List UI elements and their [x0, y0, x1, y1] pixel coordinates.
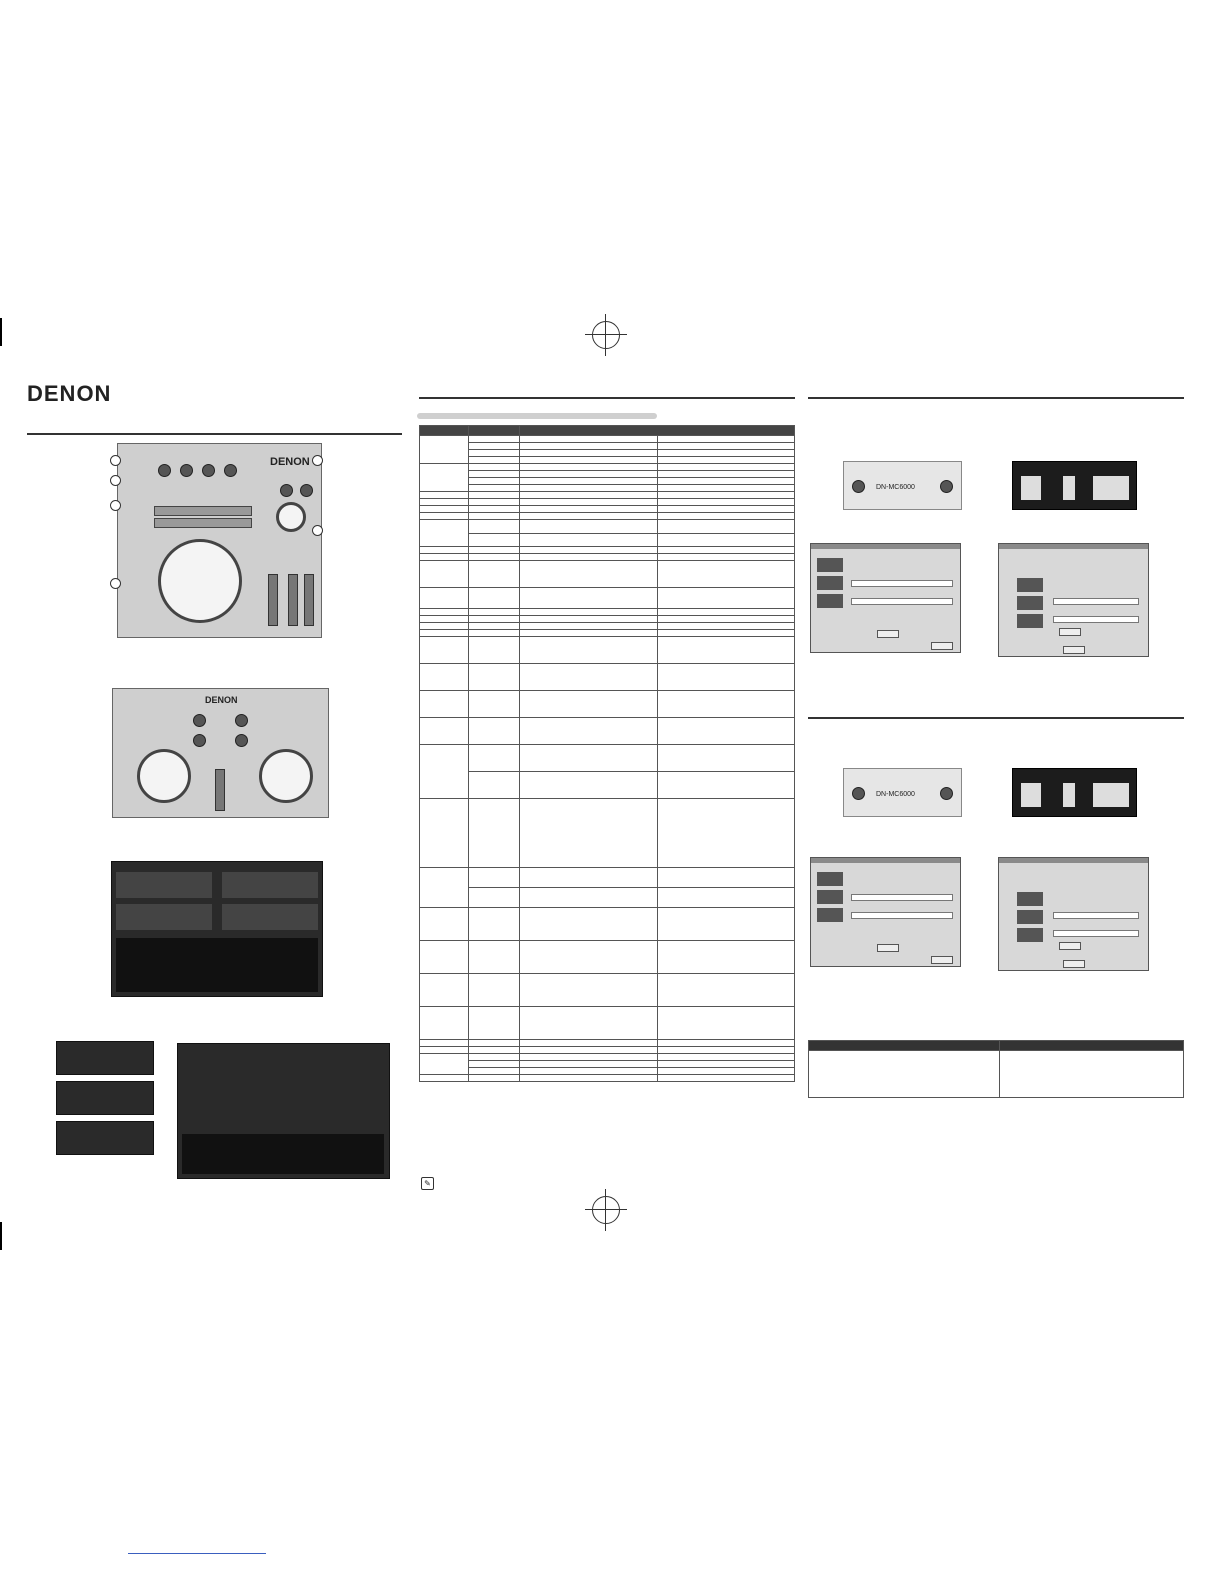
footer-link-line — [128, 1553, 266, 1554]
connector-block — [1021, 476, 1041, 500]
device-icon — [817, 890, 843, 904]
software-screen-deck-c — [56, 1121, 154, 1155]
device-rear-panel-2 — [1012, 768, 1137, 817]
window-titlebar — [999, 544, 1148, 549]
connector-block — [1063, 783, 1075, 807]
middle-section-rule — [419, 397, 795, 399]
settings-field[interactable] — [851, 598, 953, 605]
channel-fader — [288, 574, 298, 626]
controller-top-figure — [117, 443, 322, 638]
deck-panel — [222, 904, 318, 930]
crossfader — [215, 769, 225, 811]
device-icon — [1017, 614, 1043, 628]
specification-table — [419, 425, 795, 1082]
left-section-rule — [27, 433, 402, 435]
settings-field[interactable] — [1053, 598, 1139, 605]
note-pencil-icon: ✎ — [421, 1177, 434, 1190]
window-titlebar — [811, 858, 960, 863]
pitch-slider — [268, 574, 278, 626]
knob-icon — [158, 464, 171, 477]
connector-block — [1021, 783, 1041, 807]
registration-mark-bottom — [592, 1196, 620, 1224]
window-titlebar — [999, 858, 1148, 863]
device-logo: DENON — [205, 695, 238, 705]
controller-overview-figure — [112, 688, 329, 818]
browser-panel — [182, 1134, 384, 1174]
device-icon — [1017, 892, 1043, 906]
brand-logo: DENON — [27, 381, 112, 406]
window-titlebar — [811, 544, 960, 549]
device-model-label: DN-MC6000 — [876, 484, 915, 491]
settings-field[interactable] — [851, 894, 953, 901]
callout-marker — [312, 525, 323, 536]
device-rear-panel-1 — [1012, 461, 1137, 510]
device-icon — [817, 576, 843, 590]
knob-icon — [280, 484, 293, 497]
software-screen-deck-a — [56, 1041, 154, 1075]
left-jog-wheel-icon — [137, 749, 191, 803]
knob-icon — [235, 714, 248, 727]
settings-window-1 — [810, 543, 961, 653]
ok-button[interactable] — [931, 956, 953, 964]
settings-field[interactable] — [1053, 912, 1139, 919]
apply-button[interactable] — [877, 630, 899, 638]
device-icon — [1017, 910, 1043, 924]
knob-icon — [940, 787, 953, 800]
crop-mark-left-top — [0, 318, 2, 346]
device-icon — [817, 908, 843, 922]
device-icon — [817, 558, 843, 572]
knob-icon — [180, 464, 193, 477]
right-jog-wheel-icon — [259, 749, 313, 803]
registration-mark-top — [592, 321, 620, 349]
device-icon — [817, 872, 843, 886]
crop-mark-left-bottom — [0, 1222, 2, 1250]
software-screen-deck-b — [56, 1081, 154, 1115]
knob-icon — [193, 714, 206, 727]
right-section-rule-1 — [808, 397, 1184, 399]
settings-field[interactable] — [851, 912, 953, 919]
knob-icon — [852, 480, 865, 493]
callout-marker — [110, 500, 121, 511]
settings-window-4 — [998, 857, 1149, 971]
callout-marker — [110, 455, 121, 466]
settings-field[interactable] — [851, 580, 953, 587]
pad-buttons — [154, 506, 252, 516]
device-icon — [1017, 928, 1043, 942]
knob-icon — [300, 484, 313, 497]
knob-icon — [224, 464, 237, 477]
device-logo: DENON — [270, 456, 310, 468]
settings-window-2 — [998, 543, 1149, 657]
settings-field[interactable] — [1053, 616, 1139, 623]
channel-fader — [304, 574, 314, 626]
middle-heading-band — [417, 413, 657, 419]
device-icon — [1017, 578, 1043, 592]
device-front-panel-1 — [843, 461, 962, 510]
apply-button[interactable] — [1059, 942, 1081, 950]
ok-button[interactable] — [1063, 646, 1085, 654]
connector-block — [1093, 476, 1129, 500]
software-screen-full — [177, 1043, 390, 1179]
deck-panel — [222, 872, 318, 898]
knob-icon — [193, 734, 206, 747]
connector-block — [1063, 476, 1075, 500]
connector-block — [1093, 783, 1129, 807]
knob-icon — [940, 480, 953, 493]
pad-buttons — [154, 518, 252, 528]
software-screen-main — [111, 861, 323, 997]
device-front-panel-2 — [843, 768, 962, 817]
browse-knob-icon — [276, 502, 306, 532]
callout-marker — [110, 475, 121, 486]
settings-field[interactable] — [1053, 930, 1139, 937]
right-section-rule-2 — [808, 717, 1184, 719]
deck-panel — [116, 872, 212, 898]
knob-icon — [202, 464, 215, 477]
ok-button[interactable] — [931, 642, 953, 650]
apply-button[interactable] — [1059, 628, 1081, 636]
jog-wheel-icon — [158, 539, 242, 623]
callout-marker — [110, 578, 121, 589]
callout-marker — [312, 455, 323, 466]
device-icon — [1017, 596, 1043, 610]
device-model-label: DN-MC6000 — [876, 791, 915, 798]
browser-panel — [116, 938, 318, 992]
apply-button[interactable] — [877, 944, 899, 952]
deck-panel — [116, 904, 212, 930]
settings-window-3 — [810, 857, 961, 967]
knob-icon — [235, 734, 248, 747]
device-icon — [817, 594, 843, 608]
knob-icon — [852, 787, 865, 800]
summary-table — [808, 1040, 1184, 1098]
ok-button[interactable] — [1063, 960, 1085, 968]
